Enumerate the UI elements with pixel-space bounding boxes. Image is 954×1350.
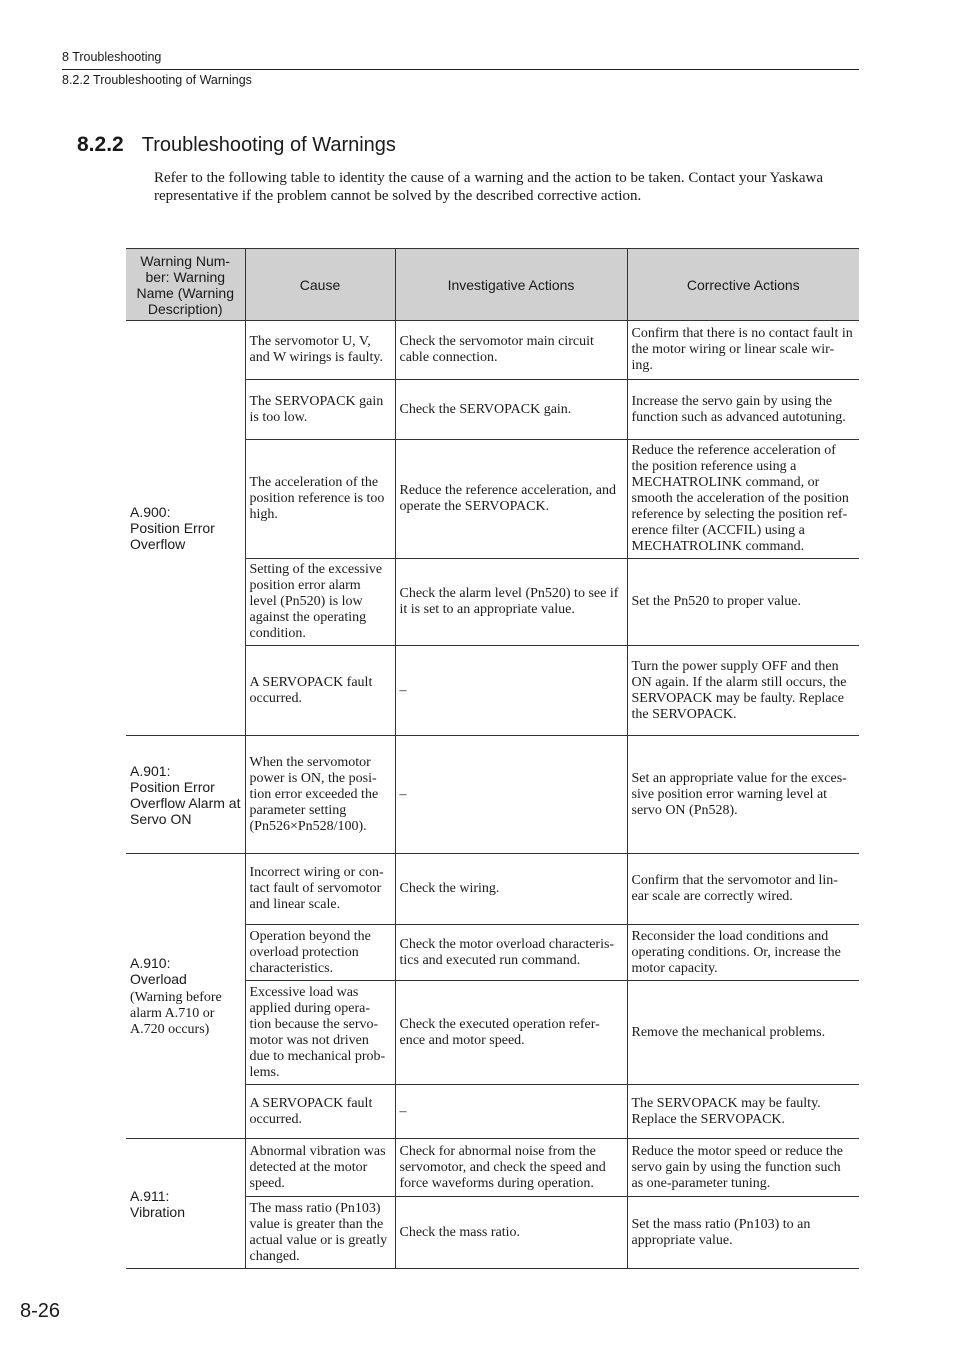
section-number: 8.2.2 [77, 133, 124, 156]
warning-name: Position Error Overflow Alarm at Servo ON [130, 778, 241, 827]
corrective-cell: Set the Pn520 to proper value. [627, 559, 859, 646]
investigative-cell: Check the executed operation refer-ence and motor speed. [395, 981, 627, 1085]
cause-cell: A SERVOPACK fault occurred. [245, 646, 395, 736]
cause-cell: The mass ratio (Pn103) value is greater than the actual value or is greatly changed. [245, 1197, 395, 1269]
corrective-cell: Set an appropriate value for the exces-sive position error warning level at servo ON (Pn528). [627, 736, 859, 854]
warning-name: Overload [130, 970, 187, 987]
running-header-chapter: 8 Troubleshooting [62, 50, 162, 64]
col-header-warning: Warning Num-ber: Warning Name (Warning Description) [126, 249, 245, 321]
cause-cell: Operation beyond the overload protection characteristics. [245, 925, 395, 981]
investigative-cell: Check for abnormal noise from the servomotor, and check the speed and force waveforms during operation. [395, 1139, 627, 1197]
warning-code: A.901: [130, 762, 171, 779]
warnings-table [126, 248, 859, 1269]
warning-code: A.911: [130, 1187, 170, 1204]
warning-name: Position Error Overflow [130, 520, 215, 552]
investigative-cell: Check the motor overload characteris-tics and executed run command. [395, 925, 627, 981]
warning-cell-a900 [126, 321, 245, 736]
cause-cell: When the servomotor power is ON, the posi-tion error exceeded the parameter setting (Pn526×Pn528/100). [245, 736, 395, 854]
corrective-cell: Remove the mechanical problems. [627, 981, 859, 1085]
corrective-cell: Reconsider the load conditions and operating conditions. Or, increase the motor capacity. [627, 925, 859, 981]
corrective-cell: Confirm that the servomotor and lin-ear scale are correctly wired. [627, 854, 859, 925]
cause-cell: Incorrect wiring or con-tact fault of servomotor and linear scale. [245, 854, 395, 925]
col-header-corrective: Corrective Actions [627, 249, 859, 321]
corrective-cell: Confirm that there is no contact fault in the motor wiring or linear scale wir-ing. [627, 321, 859, 380]
cause-cell: Abnormal vibration was detected at the motor speed. [245, 1139, 395, 1197]
table-row [126, 854, 859, 925]
warning-cell-a910 [126, 854, 245, 1139]
investigative-cell: Check the wiring. [395, 854, 627, 925]
investigative-cell: Check the mass ratio. [395, 1197, 627, 1269]
corrective-cell: Set the mass ratio (Pn103) to an appropriate value. [627, 1197, 859, 1269]
section-heading [77, 133, 396, 157]
cause-cell: A SERVOPACK fault occurred. [245, 1085, 395, 1139]
warning-cell-a901 [126, 736, 245, 854]
corrective-cell: Turn the power supply OFF and then ON again. If the alarm still occurs, the SERVOPACK may be faulty. Replace the SERVOPACK. [627, 646, 859, 736]
investigative-cell: – [395, 1085, 627, 1139]
intro-paragraph: Refer to the following table to identity the cause of a warning and the action to be taken. Contact your Yaskawa representative if the problem cannot be solved by the described corrective action. [154, 170, 823, 204]
corrective-cell: The SERVOPACK may be faulty. Replace the SERVOPACK. [627, 1085, 859, 1139]
corrective-cell: Reduce the reference acceleration of the position reference using a MECHATROLINK command, or smooth the acceleration of the position reference by selecting the position ref-erence filter (ACCFIL) using a MECHATROLINK command. [627, 440, 859, 559]
investigative-cell: Check the SERVOPACK gain. [395, 380, 627, 440]
cause-cell: The servomotor U, V, and W wirings is faulty. [245, 321, 395, 380]
cause-cell: The SERVOPACK gain is too low. [245, 380, 395, 440]
header-rule [62, 69, 859, 70]
section-title: Troubleshooting of Warnings [141, 134, 396, 156]
investigative-cell: Check the servomotor main circuit cable connection. [395, 321, 627, 380]
investigative-cell: – [395, 646, 627, 736]
investigative-cell: Check the alarm level (Pn520) to see if it is set to an appropriate value. [395, 559, 627, 646]
table-row [126, 321, 859, 380]
warning-code: A.910: [130, 954, 171, 971]
investigative-cell: Reduce the reference acceleration, and operate the SERVOPACK. [395, 440, 627, 559]
page-number: 8-26 [20, 1300, 61, 1322]
corrective-cell: Increase the servo gain by using the function such as advanced autotuning. [627, 380, 859, 440]
corrective-cell: Reduce the motor speed or reduce the servo gain by using the function such as one-parameter tuning. [627, 1139, 859, 1197]
cause-cell: Setting of the excessive position error alarm level (Pn520) is low against the operating condition. [245, 559, 395, 646]
table-row [126, 736, 859, 854]
warning-name: Vibration [130, 1203, 186, 1220]
warning-description: (Warning before alarm A.710 or A.720 occurs) [130, 989, 222, 1037]
cause-cell: The acceleration of the position reference is too high. [245, 440, 395, 559]
col-header-investigative: Investigative Actions [395, 249, 627, 321]
running-header-subsection: 8.2.2 Troubleshooting of Warnings [62, 73, 252, 87]
col-header-cause: Cause [245, 249, 395, 321]
warning-code: A.900: [130, 504, 171, 520]
warning-cell-a911 [126, 1139, 245, 1269]
cause-cell: Excessive load was applied during opera-tion because the servo-motor was not driven due to mechanical prob-lems. [245, 981, 395, 1085]
investigative-cell: – [395, 736, 627, 854]
table-row [126, 1139, 859, 1197]
table-header-row [126, 249, 859, 321]
